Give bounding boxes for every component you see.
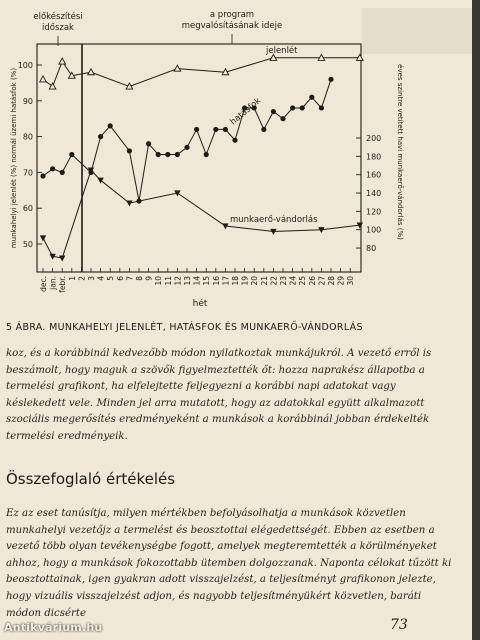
data-point <box>40 76 47 82</box>
data-point <box>261 127 266 132</box>
x-tick-label: 6 <box>115 276 125 281</box>
data-point <box>309 95 314 100</box>
x-tick-label: 8 <box>135 276 144 281</box>
x-tick-label: 29 <box>336 276 346 286</box>
chart-frame <box>37 34 361 272</box>
line-chart <box>0 0 472 320</box>
x-tick-label: 10 <box>154 276 164 286</box>
x-tick-label: 7 <box>125 276 135 281</box>
right-tick-label: 140 <box>366 189 382 199</box>
program-period-label: a program megvalósításának ideje <box>181 10 283 31</box>
x-tick-label: 9 <box>144 276 154 281</box>
x-tick-label: 22 <box>269 276 279 286</box>
section-heading: Összefoglaló értékelés <box>6 470 176 488</box>
right-tick-label: 100 <box>366 225 382 235</box>
data-point <box>40 235 46 241</box>
data-point <box>280 116 285 121</box>
series-label-vandorlas: munkaerő-vándorlás <box>230 215 318 225</box>
data-point <box>290 105 295 110</box>
x-tick-label: 23 <box>279 276 288 286</box>
x-tick-label: 5 <box>106 276 116 281</box>
x-tick-label: 13 <box>183 276 192 286</box>
paragraph-2: Ez az eset tanúsítja, milyen mértékben befolyásolhatja a munkások közvetlen munkahelyi vezetőjz a termelést és beosztottai elégedettségét. Ebben az esetben a vezető több olyan tevékenységbe fogott, amelyek megteremtették a körülményeket ahhoz, hogy a munkások fokozottabb ütemben dolgozzanak. Naponta célokat tűzött ki beosztottainak, igen gyakran adott visszajelzést, a teljesítményt grafikonon jelezte, hogy vizuális visszajelzést adjon, és nagyobb teljesítményükért közvetlen, baráti módon dicsérte <box>6 508 452 619</box>
x-tick-label: 15 <box>202 276 212 286</box>
right-tick-label: 80 <box>366 244 377 254</box>
left-tick-label: 80 <box>22 132 33 142</box>
left-tick-label: 60 <box>22 204 33 214</box>
data-point <box>213 127 218 132</box>
right-tick-label: 120 <box>366 207 382 217</box>
x-tick-label: 1 <box>67 276 77 281</box>
x-tick-label: 20 <box>250 276 260 286</box>
x-tick-label: jan. <box>48 276 58 290</box>
x-tick-label: 3 <box>87 276 96 281</box>
right-tick-label: 200 <box>366 134 382 143</box>
data-point <box>223 127 228 132</box>
data-point <box>271 109 276 114</box>
data-point <box>174 65 181 71</box>
data-point <box>98 134 103 139</box>
data-point <box>126 201 132 207</box>
left-tick-label: 70 <box>22 168 33 178</box>
data-point <box>40 173 45 178</box>
watermark-logo: Antikvárium.hu <box>4 621 103 634</box>
data-point <box>108 123 113 128</box>
data-point <box>88 69 95 75</box>
paragraph-1: koz, és a korábbinál kedvezőbb módon nyilatkoztak munkájukról. A vezető erről is beszámolt, hogy maguk a szövők figyelmeztették őt: hozza naprakész állapotba a termelési grafikont, ha elfelejtette feljegyezni a korábbi napi adatokat vagy késlekedett vele. Minden jel arra mutatott, hogy az adatokkal együtt alkalmazott szociális megerősítés eredményeként a munkások a korábbinál jobban érdekelték termelési eredményeik. <box>6 348 432 442</box>
x-axis-label: hét <box>192 299 208 309</box>
page-number: 73 <box>390 617 408 633</box>
data-point <box>50 166 55 171</box>
data-point <box>146 141 151 146</box>
series-line <box>43 79 331 201</box>
data-point <box>60 170 65 175</box>
x-tick-label: 28 <box>327 276 336 286</box>
data-point <box>319 105 324 110</box>
x-tick-label: 30 <box>346 276 356 286</box>
left-tick-label: 50 <box>22 240 33 249</box>
data-point <box>127 148 132 153</box>
series-label-jelenlet: jelenlét <box>266 46 298 56</box>
data-point <box>156 152 161 157</box>
figure-caption: 5 ÁBRA. MUNKAHELYI JELENLÉT, HATÁSFOK ÉS MUNKAERŐ-VÁNDORLÁS <box>6 322 363 333</box>
x-tick-label: dec. <box>39 276 48 292</box>
data-point <box>165 152 170 157</box>
data-point <box>175 152 180 157</box>
data-point <box>59 58 66 64</box>
right-axis-label: éves szintre vetített havi munkaerő-vándorlás (%) <box>396 64 404 240</box>
x-tick-label: 19 <box>240 276 250 286</box>
x-tick-label: 12 <box>173 276 183 286</box>
x-tick-label: 17 <box>221 276 231 286</box>
x-tick-label: 4 <box>96 276 106 281</box>
prep-period-label: előkészítési időszak <box>33 12 83 33</box>
x-tick-label: febr. <box>58 276 68 293</box>
data-point <box>328 77 333 82</box>
x-tick-label: 14 <box>192 276 202 286</box>
right-tick-label: 180 <box>366 152 382 162</box>
plot-area <box>37 44 361 272</box>
data-point <box>184 145 189 150</box>
x-tick-label: 16 <box>211 276 221 286</box>
data-point <box>204 152 209 157</box>
x-tick-label: 26 <box>307 276 317 286</box>
data-point <box>194 127 199 132</box>
data-point <box>97 178 103 184</box>
x-tick-label: 2 <box>77 276 87 281</box>
x-tick-label: 21 <box>259 276 269 286</box>
right-tick-label: 160 <box>366 170 382 180</box>
x-tick-label: 11 <box>163 276 173 286</box>
x-tick-label: 24 <box>288 276 298 286</box>
x-tick-label: 27 <box>317 276 327 286</box>
data-point <box>300 105 305 110</box>
data-point <box>270 229 276 235</box>
data-point <box>49 83 56 89</box>
data-point <box>232 138 237 143</box>
left-axis-label: munkahelyi jelenlét (%) normál üzemi hatásfok (%) <box>10 67 18 249</box>
left-tick-label: 90 <box>22 96 33 106</box>
data-point <box>59 256 65 262</box>
x-tick-label: 25 <box>298 276 308 286</box>
series-label-hatasfok: hatásfok <box>228 96 264 128</box>
x-tick-label: 18 <box>231 276 240 286</box>
data-point <box>69 152 74 157</box>
left-tick-label: 100 <box>17 61 33 70</box>
